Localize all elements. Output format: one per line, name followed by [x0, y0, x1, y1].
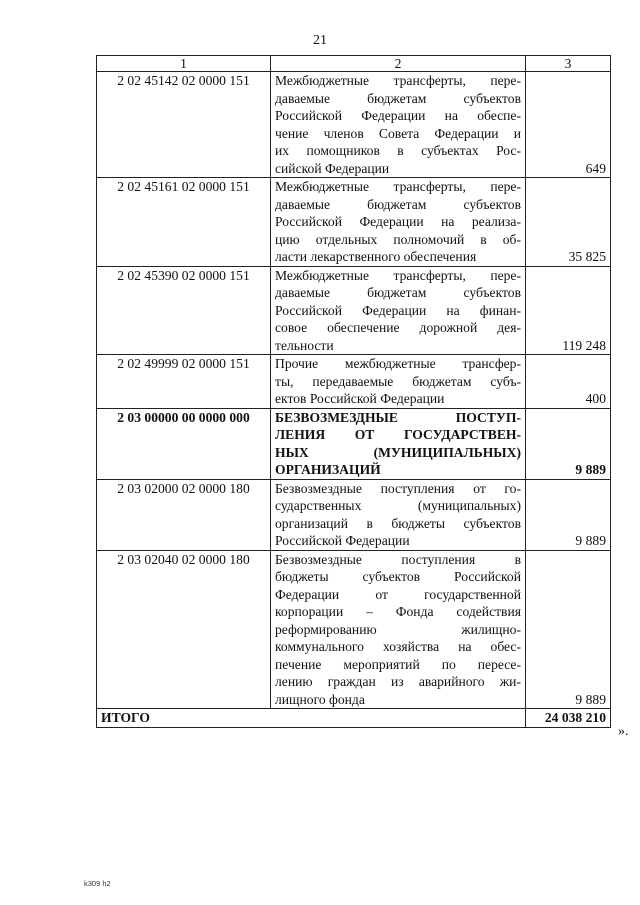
description-line: ектов Российской Федерации	[275, 391, 445, 406]
description-line: их помощников в субъектах Рос-	[275, 143, 521, 158]
description-line: лению граждан из аварийного жи-	[275, 674, 521, 689]
description-line: цию отдельных полномочий в об-	[275, 231, 521, 247]
description-line: Российской Федерации на финан-	[275, 302, 521, 318]
description-line: даваемые бюджетам субъектов	[275, 285, 521, 300]
description-line: ОРГАНИЗАЦИЙ	[275, 462, 381, 477]
budget-code-cell: 2 03 02000 02 0000 180	[97, 479, 271, 550]
description-line: сийской Федерации	[275, 160, 390, 176]
description-line: реформированию жилищно-	[275, 621, 521, 637]
table-row	[97, 266, 611, 355]
budget-code-cell: 2 03 02040 02 0000 180	[97, 550, 271, 709]
budget-code-cell: 2 02 49999 02 0000 151	[97, 355, 271, 409]
budget-code-cell: 2 02 45142 02 0000 151	[97, 72, 271, 178]
description-line: ласти лекарственного обеспечения	[275, 249, 477, 264]
description-line: сударственных (муниципальных)	[275, 498, 521, 513]
amount-cell: 649	[526, 72, 611, 178]
income-description-cell	[271, 178, 526, 267]
description-line: коммунального хозяйства на обес-	[275, 639, 521, 654]
income-description-cell	[271, 550, 526, 709]
description-line: даваемые бюджетам субъектов	[275, 90, 521, 106]
description-line: НЫХ (МУНИЦИПАЛЬНЫХ)	[275, 444, 521, 460]
description-line: Межбюджетные трансферты, пере-	[275, 179, 521, 194]
income-description-cell	[271, 266, 526, 355]
amount-cell: 9 889	[526, 550, 611, 709]
table-row	[97, 72, 611, 178]
total-label: ИТОГО	[97, 709, 526, 728]
column-header-2: 2	[271, 56, 526, 72]
income-description-cell	[271, 479, 526, 550]
description-line: даваемые бюджетам субъектов	[275, 196, 521, 212]
amount-cell: 9 889	[526, 408, 611, 479]
table-row	[97, 178, 611, 267]
description-line: чение членов Совета Федерации и	[275, 125, 521, 141]
budget-revenue-table	[96, 55, 611, 728]
table-row	[97, 408, 611, 479]
description-line: Российской Федерации на обеспе-	[275, 108, 521, 123]
description-line: печение мероприятий по пересе-	[275, 656, 521, 672]
closing-quote-mark: ».	[618, 724, 629, 739]
income-description-cell	[271, 355, 526, 409]
description-line: совое обеспечение дорожной дея-	[275, 320, 521, 335]
description-line: Прочие межбюджетные трансфер-	[275, 356, 521, 371]
total-amount: 24 038 210	[526, 709, 611, 728]
amount-cell: 35 825	[526, 178, 611, 267]
description-line: Безвозмездные поступления в	[275, 551, 521, 567]
description-line: организаций в бюджеты субъектов	[275, 515, 521, 531]
amount-cell: 9 889	[526, 479, 611, 550]
table-header-row	[97, 56, 611, 72]
table-row	[97, 550, 611, 709]
income-description-cell	[271, 72, 526, 178]
budget-code-cell: 2 03 00000 00 0000 000	[97, 408, 271, 479]
table-row	[97, 355, 611, 409]
column-header-1: 1	[97, 56, 271, 72]
description-line: ты, передаваемые бюджетам субъ-	[275, 373, 521, 389]
income-description-cell	[271, 408, 526, 479]
description-line: корпорации – Фонда содействия	[275, 604, 521, 619]
description-line: бюджеты субъектов Российской	[275, 569, 521, 584]
description-line: Межбюджетные трансферты, пере-	[275, 267, 521, 283]
table-row	[97, 479, 611, 550]
description-line: Федерации от государственной	[275, 586, 521, 602]
budget-code-cell: 2 02 45390 02 0000 151	[97, 266, 271, 355]
description-line: Российской Федерации на реализа-	[275, 214, 521, 229]
description-line: тельности	[275, 337, 334, 353]
description-line: Российской Федерации	[275, 533, 410, 548]
column-header-3: 3	[526, 56, 611, 72]
total-row	[97, 709, 611, 728]
description-line: лищного фонда	[275, 691, 365, 707]
page-number: 21	[313, 33, 327, 48]
description-line: БЕЗВОЗМЕЗДНЫЕ ПОСТУП-	[275, 409, 521, 425]
description-line: Межбюджетные трансферты, пере-	[275, 73, 521, 88]
budget-code-cell: 2 02 45161 02 0000 151	[97, 178, 271, 267]
description-line: ЛЕНИЯ ОТ ГОСУДАРСТВЕН-	[275, 427, 521, 442]
amount-cell: 119 248	[526, 266, 611, 355]
description-line: Безвозмездные поступления от го-	[275, 480, 521, 496]
document-footer-code: k309 h2	[84, 879, 111, 888]
amount-cell: 400	[526, 355, 611, 409]
